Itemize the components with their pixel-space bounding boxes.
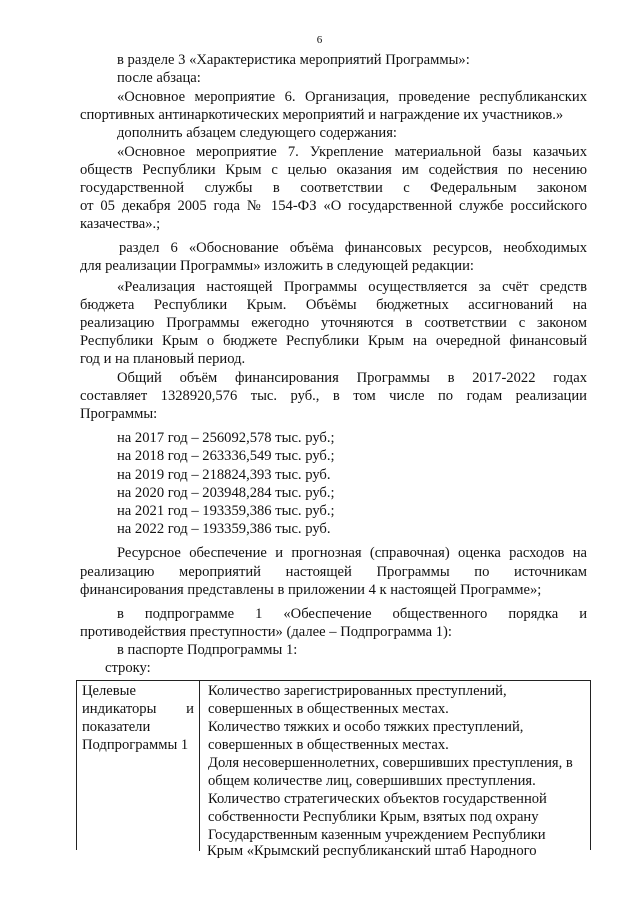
paragraph-line: год и на плановый период. bbox=[80, 351, 246, 367]
paragraph-line: государственной службы в соответствии с Федеральным законом bbox=[80, 180, 587, 196]
paragraph-line: от 05 декабря 2005 года № 154-ФЗ «О государственной службе российского bbox=[80, 198, 587, 214]
financing-year-item: на 2022 год – 193359,386 тыс. руб. bbox=[117, 521, 331, 537]
table-left-cell-line: Подпрограммы 1 bbox=[82, 737, 189, 753]
table-right-cell-line: Государственным казенным учреждением Республики bbox=[208, 827, 546, 843]
paragraph-line: Ресурсное обеспечение и прогнозная (справочная) оценка расходов на bbox=[117, 545, 587, 561]
paragraph-line: Республики Крым о бюджете Республики Крым на очередной финансовый bbox=[80, 333, 587, 349]
paragraph-line: обществ Республики Крым с целью оказания им содействия по несению bbox=[80, 162, 587, 178]
table-right-cell-line: Количество стратегических объектов государственной bbox=[208, 791, 547, 807]
paragraph-line: реализацию Программы ежегодно уточняются в соответствии с законом bbox=[80, 315, 587, 331]
table-right-cell-line: Количество тяжких и особо тяжких преступлений, bbox=[208, 719, 524, 735]
paragraph-line: противодействия преступности» (далее – Подпрограмма 1): bbox=[80, 624, 452, 640]
table-right-cell-line: собственности Республики Крым, взятых под охрану bbox=[208, 809, 539, 825]
paragraph-line: для реализации Программы» изложить в следующей редакции: bbox=[80, 258, 474, 274]
paragraph-line: после абзаца: bbox=[117, 70, 201, 86]
paragraph-line: Общий объём финансирования Программы в 2017-2022 годах bbox=[117, 370, 587, 386]
paragraph-line: реализацию мероприятий настоящей Программы по источникам bbox=[80, 564, 587, 580]
paragraph-line: финансирования представлены в приложении 4 к настоящей Программе»; bbox=[80, 582, 542, 598]
table-right-cell-line: Крым «Крымский республиканский штаб Народного bbox=[207, 843, 537, 859]
paragraph-line: спортивных антинаркотических мероприятий и награждение их участников.» bbox=[80, 107, 564, 123]
paragraph-line: составляет 1328920,576 тыс. руб., в том числе по годам реализации bbox=[80, 388, 587, 404]
paragraph-line: дополнить абзацем следующего содержания: bbox=[117, 125, 397, 141]
paragraph-line: в паспорте Подпрограммы 1: bbox=[117, 642, 298, 658]
paragraph-line: строку: bbox=[105, 660, 151, 676]
financing-year-item: на 2017 год – 256092,578 тыс. руб.; bbox=[117, 430, 335, 446]
passport-table bbox=[76, 680, 591, 850]
financing-year-item: на 2019 год – 218824,393 тыс. руб. bbox=[117, 467, 331, 483]
paragraph-line: «Основное мероприятие 7. Укрепление материальной базы казачьих bbox=[117, 144, 587, 160]
paragraph-line: «Реализация настоящей Программы осуществляется за счёт средств bbox=[117, 279, 587, 295]
table-right-cell-line: совершенных в общественных местах. bbox=[208, 737, 449, 753]
paragraph-line: раздел 6 «Обоснование объёма финансовых ресурсов, необходимых bbox=[119, 240, 587, 256]
financing-year-item: на 2018 год – 263336,549 тыс. руб.; bbox=[117, 448, 335, 464]
table-left-cell-line: показатели bbox=[82, 719, 151, 735]
paragraph-line: Программы: bbox=[80, 406, 158, 422]
paragraph-line: бюджета Республики Крым. Объёмы бюджетных ассигнований на bbox=[80, 297, 587, 313]
table-right-cell-line: совершенных в общественных местах. bbox=[208, 701, 449, 717]
page-number: 6 bbox=[316, 34, 323, 46]
table-column-divider bbox=[199, 681, 200, 851]
table-left-cell-line: Целевые bbox=[82, 683, 136, 699]
financing-year-item: на 2021 год – 193359,386 тыс. руб.; bbox=[117, 503, 335, 519]
paragraph-line: в подпрограмме 1 «Обеспечение общественного порядка и bbox=[117, 606, 587, 622]
table-right-cell-line: Доля несовершеннолетних, совершивших преступления, в bbox=[208, 755, 573, 771]
table-right-cell-line: общем количестве лиц, совершивших преступления. bbox=[208, 773, 536, 789]
financing-year-item: на 2020 год – 203948,284 тыс. руб.; bbox=[117, 485, 335, 501]
table-right-cell-line: Количество зарегистрированных преступлений, bbox=[208, 683, 507, 699]
table-left-cell-line: индикаторы и bbox=[82, 701, 194, 717]
paragraph-line: казачества».; bbox=[80, 216, 161, 232]
paragraph-line: «Основное мероприятие 6. Организация, проведение республиканских bbox=[117, 89, 587, 105]
paragraph-line: в разделе 3 «Характеристика мероприятий Программы»: bbox=[117, 52, 470, 68]
